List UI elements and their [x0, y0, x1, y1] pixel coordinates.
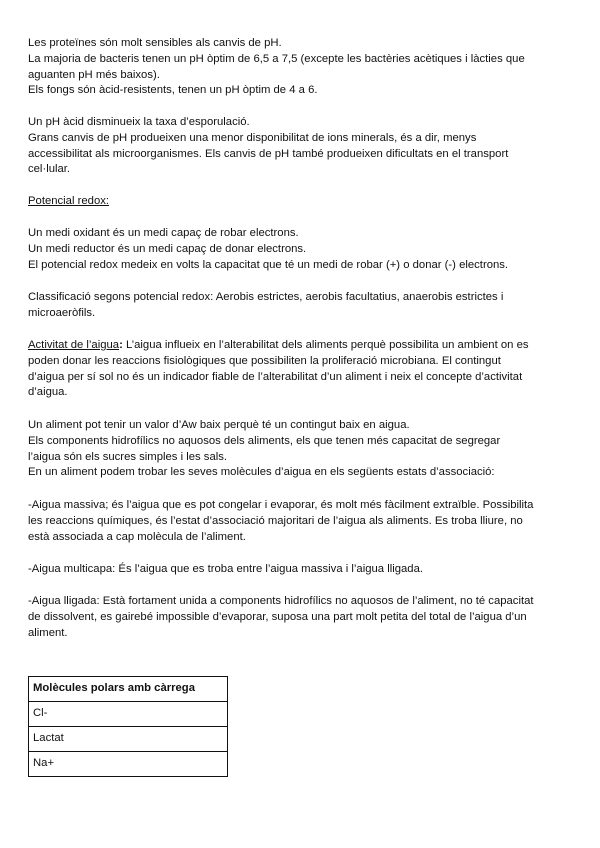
text-line: Les proteïnes són molt sensibles als canvis de pH. [28, 37, 282, 49]
table-row [29, 727, 228, 752]
text-line: La majoria de bacteris tenen un pH òptim de 6,5 a 7,5 (excepte les bactèries acètiques i làcties que [28, 52, 525, 65]
text-line: Els components hidrofílics no aquosos dels aliments, els que tenen més capacitat de segregar [28, 434, 501, 447]
text-line: d’aigua. [28, 386, 68, 399]
text-line: Els fongs són àcid-resistents, tenen un pH òptim de 4 a 6. [28, 84, 318, 97]
table-cell: Lactat [29, 727, 228, 752]
text-line: microaeròfils. [28, 306, 96, 319]
paragraph-aw-value [28, 418, 576, 481]
heading-potencial-redox [28, 194, 576, 210]
text-line: Un medi oxidant és un medi capaç de robar electrons. [28, 227, 299, 239]
table-cell: Cl- [29, 702, 228, 727]
text-line: cel·lular. [28, 163, 71, 176]
text-line: aguanten pH més baixos). [28, 68, 160, 81]
table-header-cell: Molècules polars amb càrrega [29, 677, 228, 702]
table-row [29, 752, 228, 777]
paragraph-aigua-lligada [28, 594, 576, 641]
text-line: En un aliment podem trobar les seves molècules d’aigua en els següents estats d’associació: [28, 466, 495, 479]
text-line: Grans canvis de pH produeixen una menor disponibilitat de ions minerals, és a dir, menys [28, 131, 477, 144]
paragraph-water-activity [28, 338, 576, 401]
text-fragment: L’aigua influeix en l’alterabilitat dels aliments perquè possibilita un ambient on es [122, 339, 529, 351]
section-heading: Potencial redox: [28, 195, 110, 207]
table-row [29, 702, 228, 727]
paragraph-aigua-massiva [28, 498, 576, 545]
text-line: Un medi reductor és un medi capaç de donar electrons. [28, 242, 307, 255]
text-line: les reaccions químiques, és l’estat d’associació majoritari de l’aigua als aliments. Es troba lliure, no [28, 514, 523, 527]
paragraph-redox-classification [28, 290, 576, 322]
paragraph-aigua-multicapa [28, 562, 576, 578]
text-line: accessibilitat als microorganismes. Els canvis de pH també produeixen dificultats en el transport [28, 147, 509, 160]
text-line: -Aigua multicapa: És l’aigua que es troba entre l’aigua massiva i l’aigua lligada. [28, 563, 423, 575]
paragraph-redox-definitions [28, 226, 576, 273]
text-line: -Aigua lligada: Està fortament unida a components hidrofílics no aquosos de l’aliment, no té capacitat [28, 595, 534, 607]
text-line [28, 338, 576, 354]
text-line: l’aigua són els sucres simples i les sals. [28, 450, 228, 463]
section-heading: Activitat de l’aigua [28, 339, 120, 351]
paragraph-ph-effects [28, 115, 576, 178]
text-line: està associada a cap molècula de l’aliment. [28, 530, 246, 543]
text-line: Classificació segons potencial redox: Aerobis estrictes, aerobis facultatius, anaerobis estrictes i [28, 291, 504, 303]
text-line: aliment. [28, 626, 68, 639]
paragraph-ph-proteins [28, 36, 576, 99]
text-line: Un pH àcid disminueix la taxa d’esporulació. [28, 116, 250, 128]
table-cell: Na+ [29, 752, 228, 777]
text-line: El potencial redox medeix en volts la capacitat que té un medi de robar (+) o donar (-) electrons. [28, 258, 509, 271]
polar-molecules-table [28, 676, 228, 777]
text-line: Un aliment pot tenir un valor d’Aw baix perquè té un contingut baix en aigua. [28, 419, 410, 431]
text-line: de dissolvent, es gairebé impossible d’evaporar, suposa una part molt petita del total de l’aigua d’un [28, 610, 527, 623]
heading-colon: : [119, 339, 123, 351]
table-header-row [29, 677, 228, 702]
text-line: d’aigua per sí sol no és un indicador fiable de l’alterabilitat d’un aliment i neix el concepte d’activitat [28, 370, 523, 383]
text-line: poden donar les reaccions fisiològiques que possibiliten la proliferació microbiana. El contingut [28, 354, 501, 367]
text-line: -Aigua massiva; és l’aigua que es pot congelar i evaporar, és molt més fàcilment extraïble. Possibilita [28, 499, 534, 511]
